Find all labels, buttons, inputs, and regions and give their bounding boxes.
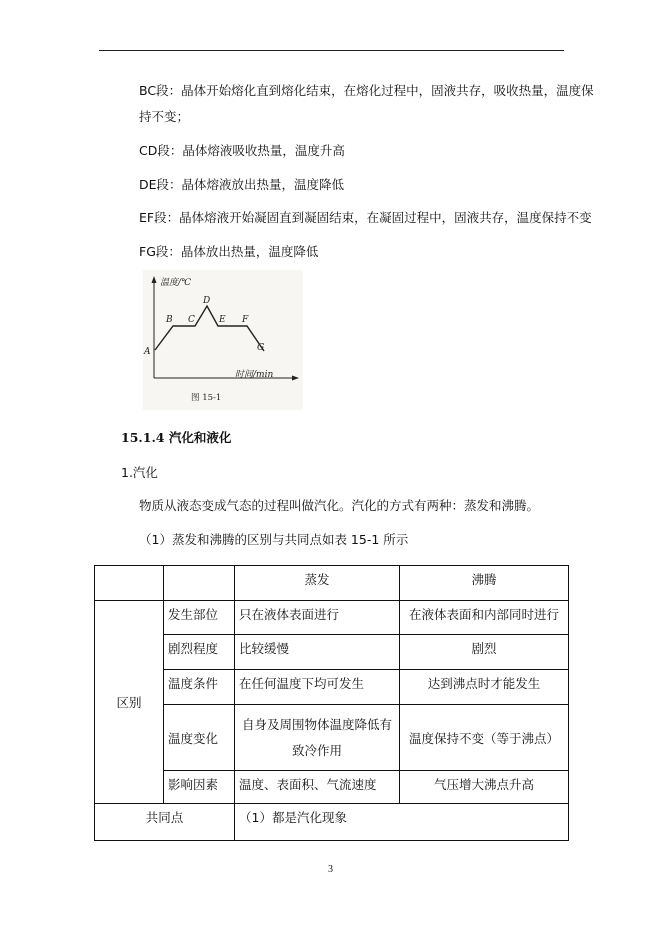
header-empty-2 <box>164 566 235 601</box>
evap-cell-line2: 致冷作用 <box>291 742 342 758</box>
paragraph-fg: FG段：晶体放出热量，温度降低 <box>139 244 319 259</box>
boil-cell: 气压增大沸点升高 <box>400 771 569 804</box>
melting-curve-figure <box>143 270 303 410</box>
evap-cell-line1: 自身及周围物体温度降低有 <box>241 716 392 732</box>
point-label-b: B <box>166 315 173 325</box>
paragraph-cd: CD段：晶体熔液吸收热量，温度升高 <box>139 143 345 158</box>
figure-caption: 图 15-1 <box>191 393 222 403</box>
common-value: （1）都是汽化现象 <box>235 804 569 841</box>
boil-cell: 达到沸点时才能发生 <box>400 670 569 705</box>
paragraph-ef: EF段：晶体熔液开始凝固直到凝固结束，在凝固过程中，固液共存，温度保持不变 <box>139 210 592 225</box>
table-row <box>95 771 569 804</box>
intro-paragraph: 物质从液态变成气态的过程叫做汽化。汽化的方式有两种：蒸发和沸腾。 <box>139 498 540 513</box>
paragraph-de: DE段：晶体熔液放出热量，温度降低 <box>139 177 345 192</box>
evap-cell: 只在液体表面进行 <box>235 601 400 635</box>
boil-cell: 在液体表面和内部同时进行 <box>400 601 569 635</box>
boil-cell: 剧烈 <box>400 635 569 670</box>
header-boiling: 沸腾 <box>400 566 569 601</box>
point-label-c: C <box>188 315 195 325</box>
y-axis-label: 温度/℃ <box>160 278 192 288</box>
row-label: 影响因素 <box>164 771 235 804</box>
melting-curve-svg <box>143 270 303 410</box>
x-axis-label: 时间/min <box>235 370 274 380</box>
header-empty-1 <box>95 566 164 601</box>
section-heading: 15.1.4 汽化和液化 <box>121 430 232 445</box>
row-label: 剧烈程度 <box>164 635 235 670</box>
header-evaporation: 蒸发 <box>235 566 400 601</box>
y-axis-arrow <box>152 276 157 283</box>
point-label-a: A <box>144 347 151 357</box>
evap-cell: 比较缓慢 <box>235 635 400 670</box>
page-number: 3 <box>328 864 333 875</box>
x-axis-arrow <box>292 376 299 381</box>
row-label: 温度条件 <box>164 670 235 705</box>
boil-cell: 温度保持不变（等于沸点） <box>400 705 569 771</box>
point-label-d: D <box>203 296 211 306</box>
point-label-g: G <box>257 343 265 353</box>
table-header-row <box>95 566 569 601</box>
evap-cell <box>235 705 400 771</box>
paragraph-bc-line1: BC段：晶体开始熔化直到熔化结束，在熔化过程中，固液共存，吸收热量，温度保 <box>139 83 594 98</box>
row-label: 发生部位 <box>164 601 235 635</box>
point-label-f: F <box>242 315 249 325</box>
table-row <box>95 670 569 705</box>
point-label-e: E <box>219 315 226 325</box>
common-label: 共同点 <box>95 804 235 841</box>
table-row <box>95 601 569 635</box>
subsection-heading: 1.汽化 <box>121 465 158 480</box>
comparison-table <box>94 565 569 841</box>
evap-cell: 在任何温度下均可发生 <box>235 670 400 705</box>
paragraph-bc-line2: 持不变； <box>139 109 190 124</box>
temperature-curve <box>155 306 264 351</box>
table-intro: （1）蒸发和沸腾的区别与共同点如表 15-1 所示 <box>139 532 409 547</box>
table-row <box>95 705 569 771</box>
diff-label: 区别 <box>95 601 164 804</box>
table-row <box>95 635 569 670</box>
table-common-row <box>95 804 569 841</box>
evap-cell: 温度、表面积、气流速度 <box>235 771 400 804</box>
row-label: 温度变化 <box>164 705 235 771</box>
header-rule <box>99 50 564 51</box>
